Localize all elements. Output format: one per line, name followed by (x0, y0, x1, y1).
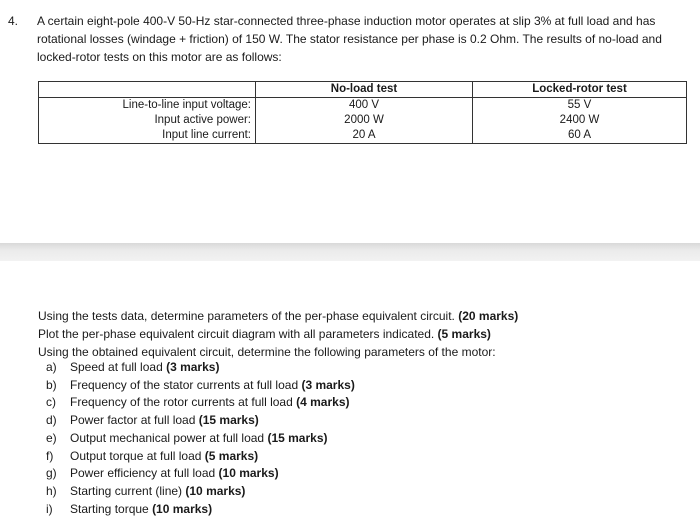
page-break (0, 243, 700, 261)
item-label: b) (46, 377, 57, 392)
task-list (38, 307, 688, 361)
item-marks: (10 marks) (152, 501, 213, 516)
table-row (39, 128, 687, 144)
list-item (46, 430, 355, 448)
table-row (39, 113, 687, 128)
locked-value: 55 V (473, 98, 687, 114)
item-label: g) (46, 466, 57, 481)
item-text: Output torque at full load (70, 448, 205, 463)
item-marks: (4 marks) (296, 395, 350, 410)
task-marks: (5 marks) (437, 327, 491, 341)
noload-value: 20 A (256, 128, 473, 144)
item-marks: (15 marks) (267, 430, 328, 445)
item-text: Frequency of the stator currents at full load (70, 377, 302, 392)
item-label: a) (46, 360, 57, 374)
item-label: f) (46, 448, 54, 463)
item-label: d) (46, 413, 57, 428)
task-text: Using the tests data, determine parameters of the per-phase equivalent circuit. (38, 309, 459, 323)
list-item (46, 448, 355, 466)
item-text: Power factor at full load (70, 413, 199, 428)
list-item (46, 501, 355, 519)
item-marks: (3 marks) (166, 360, 220, 374)
table-header-row (39, 82, 687, 98)
row-label: Line-to-line input voltage: (39, 98, 256, 114)
subtask-list (46, 359, 355, 518)
task-line (38, 307, 688, 325)
locked-value: 2400 W (473, 113, 687, 128)
list-item (46, 394, 355, 412)
table-header-noload: No-load test (256, 82, 473, 98)
item-text: Frequency of the rotor currents at full load (70, 395, 297, 410)
item-label: h) (46, 483, 57, 498)
item-marks: (15 marks) (198, 413, 259, 428)
item-label: e) (46, 430, 57, 445)
task-marks: (20 marks) (458, 309, 519, 323)
row-label: Input active power: (39, 113, 256, 128)
item-text: Power efficiency at full load (70, 466, 219, 481)
list-item (46, 359, 355, 377)
list-item (46, 465, 355, 483)
noload-value: 400 V (256, 98, 473, 114)
item-marks: (10 marks) (218, 466, 279, 481)
table-row (39, 98, 687, 114)
item-text: Output mechanical power at full load (70, 430, 268, 445)
list-item (46, 483, 355, 501)
locked-value: 60 A (473, 128, 687, 144)
item-label: c) (46, 395, 56, 410)
question-line: rotational losses (windage + friction) of 150 W. The stator resistance per phase is 0.2 Ohm. The results of no-load and (37, 32, 662, 46)
test-results-table (38, 81, 687, 144)
question-line: A certain eight-pole 400-V 50-Hz star-connected three-phase induction motor operates at slip 3% at full load and has (37, 14, 656, 28)
task-text: Plot the per-phase equivalent circuit diagram with all parameters indicated. (38, 327, 438, 341)
task-text: Using the obtained equivalent circuit, determine the following parameters of the motor: (38, 345, 496, 359)
item-marks: (5 marks) (204, 448, 259, 463)
row-label: Input line current: (39, 128, 256, 144)
item-text: Starting torque (70, 501, 153, 516)
item-text: Speed at full load (70, 360, 167, 374)
table-header-locked: Locked-rotor test (473, 82, 687, 98)
table-header-cell (39, 82, 256, 98)
list-item (46, 412, 355, 430)
task-line (38, 325, 688, 343)
item-marks: (3 marks) (301, 377, 355, 392)
noload-value: 2000 W (256, 113, 473, 128)
question-number: 4. (8, 14, 19, 28)
item-text: Starting current (line) (70, 483, 186, 498)
item-label: i) (46, 501, 53, 516)
item-marks: (10 marks) (185, 483, 246, 498)
list-item (46, 377, 355, 395)
question-text (37, 12, 692, 66)
question-line: locked-rotor tests on this motor are as follows: (37, 50, 282, 64)
